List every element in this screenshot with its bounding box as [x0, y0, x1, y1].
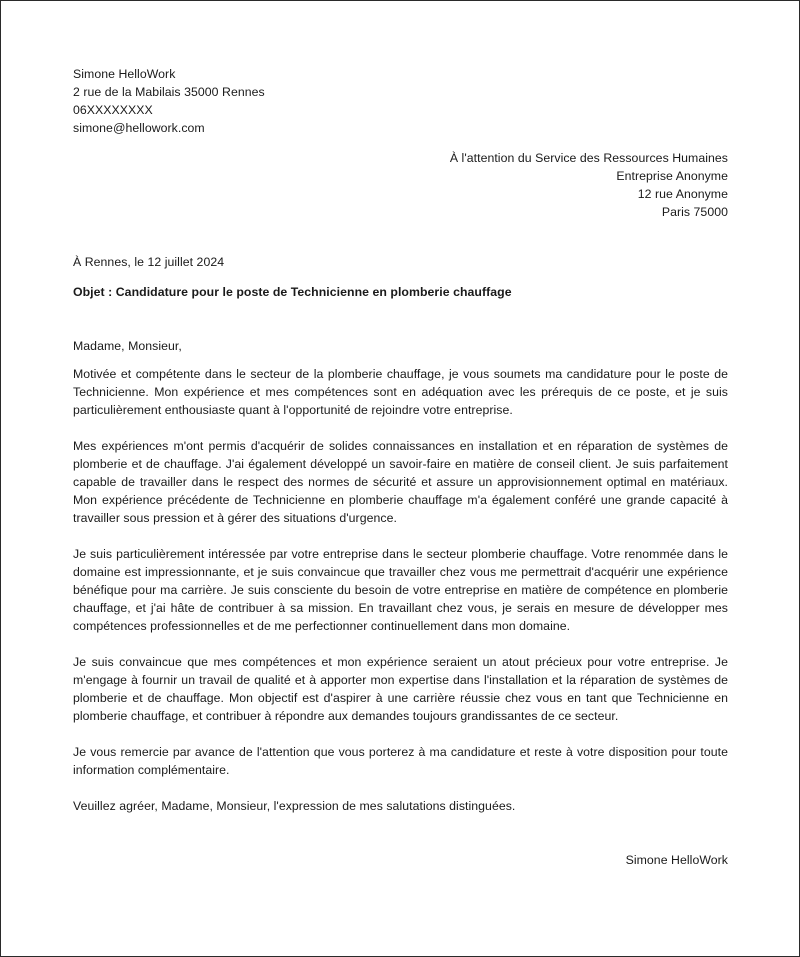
recipient-street: 12 rue Anonyme	[637, 187, 728, 201]
closing-line: Veuillez agréer, Madame, Monsieur, l'expression de mes salutations distinguées.	[73, 799, 516, 813]
body-paragraph: Je suis convaincue que mes compétences et mon expérience seraient un atout précieux pour votre entreprise. Je m'engage à fournir un travail de qualité et à apporter mon expertise dans l'installation et la réparation de systèmes de plomberie et de chauffage. Mon objectif est d'aspirer à une carrière réussie chez vous en tant que Technicienne en plomberie chauffage, et contribuer à répondre aux demandes toujours grandissantes de ce secteur.	[73, 655, 728, 723]
salutation: Madame, Monsieur,	[73, 339, 182, 353]
date-line: À Rennes, le 12 juillet 2024	[73, 255, 225, 269]
sender-address: 2 rue de la Mabilais 35000 Rennes	[73, 85, 265, 99]
sender-block	[73, 65, 728, 137]
subject-line: Objet : Candidature pour le poste de Technicienne en plomberie chauffage	[73, 285, 512, 299]
recipient-city: Paris 75000	[661, 205, 728, 219]
body-paragraph: Je suis particulièrement intéressée par votre entreprise dans le secteur plomberie chauffage. Votre renommée dans le domaine est impressionnante, et je suis convaincue que travailler chez vous me permettrait d'acquérir une expérience bénéfique pour ma carrière. Je suis consciente du besoin de votre entreprise en matière de compétence en plomberie chauffage, et j'ai hâte de contribuer à sa mission. En travaillant chez vous, je serais en mesure de développer mes compétences professionnelles et de me perfectionner continuellement dans mon domaine.	[73, 547, 728, 633]
sender-phone: 06XXXXXXXX	[73, 103, 153, 117]
recipient-block	[73, 149, 728, 221]
body-paragraph: Mes expériences m'ont permis d'acquérir de solides connaissances en installation et en réparation de systèmes de plomberie et de chauffage. J'ai également développé un savoir-faire en matière de conseil client. Je suis parfaitement capable de travailler dans le respect des normes de sécurité et assure un approvisionnement optimal en matériaux. Mon expérience précédente de Technicienne en plomberie chauffage m'a également conféré une grande capacité à travailler sous pression et à gérer des situations d'urgence.	[73, 439, 728, 525]
body-paragraph: Motivée et compétente dans le secteur de la plomberie chauffage, je vous soumets ma candidature pour le poste de Technicienne. Mon expérience et mes compétences sont en adéquation avec les prérequis de ce poste, et je suis particulièrement enthousiaste quant à l'opportunité de rejoindre votre entreprise.	[73, 367, 728, 417]
sender-email: simone@hellowork.com	[73, 121, 205, 135]
signature: Simone HelloWork	[625, 853, 728, 867]
recipient-company: Entreprise Anonyme	[616, 169, 728, 183]
body-paragraph: Je vous remercie par avance de l'attention que vous porterez à ma candidature et reste à votre disposition pour toute information complémentaire.	[73, 745, 728, 777]
sender-name: Simone HelloWork	[73, 67, 176, 81]
recipient-attention: À l'attention du Service des Ressources Humaines	[449, 151, 728, 165]
letter-content	[73, 65, 728, 869]
